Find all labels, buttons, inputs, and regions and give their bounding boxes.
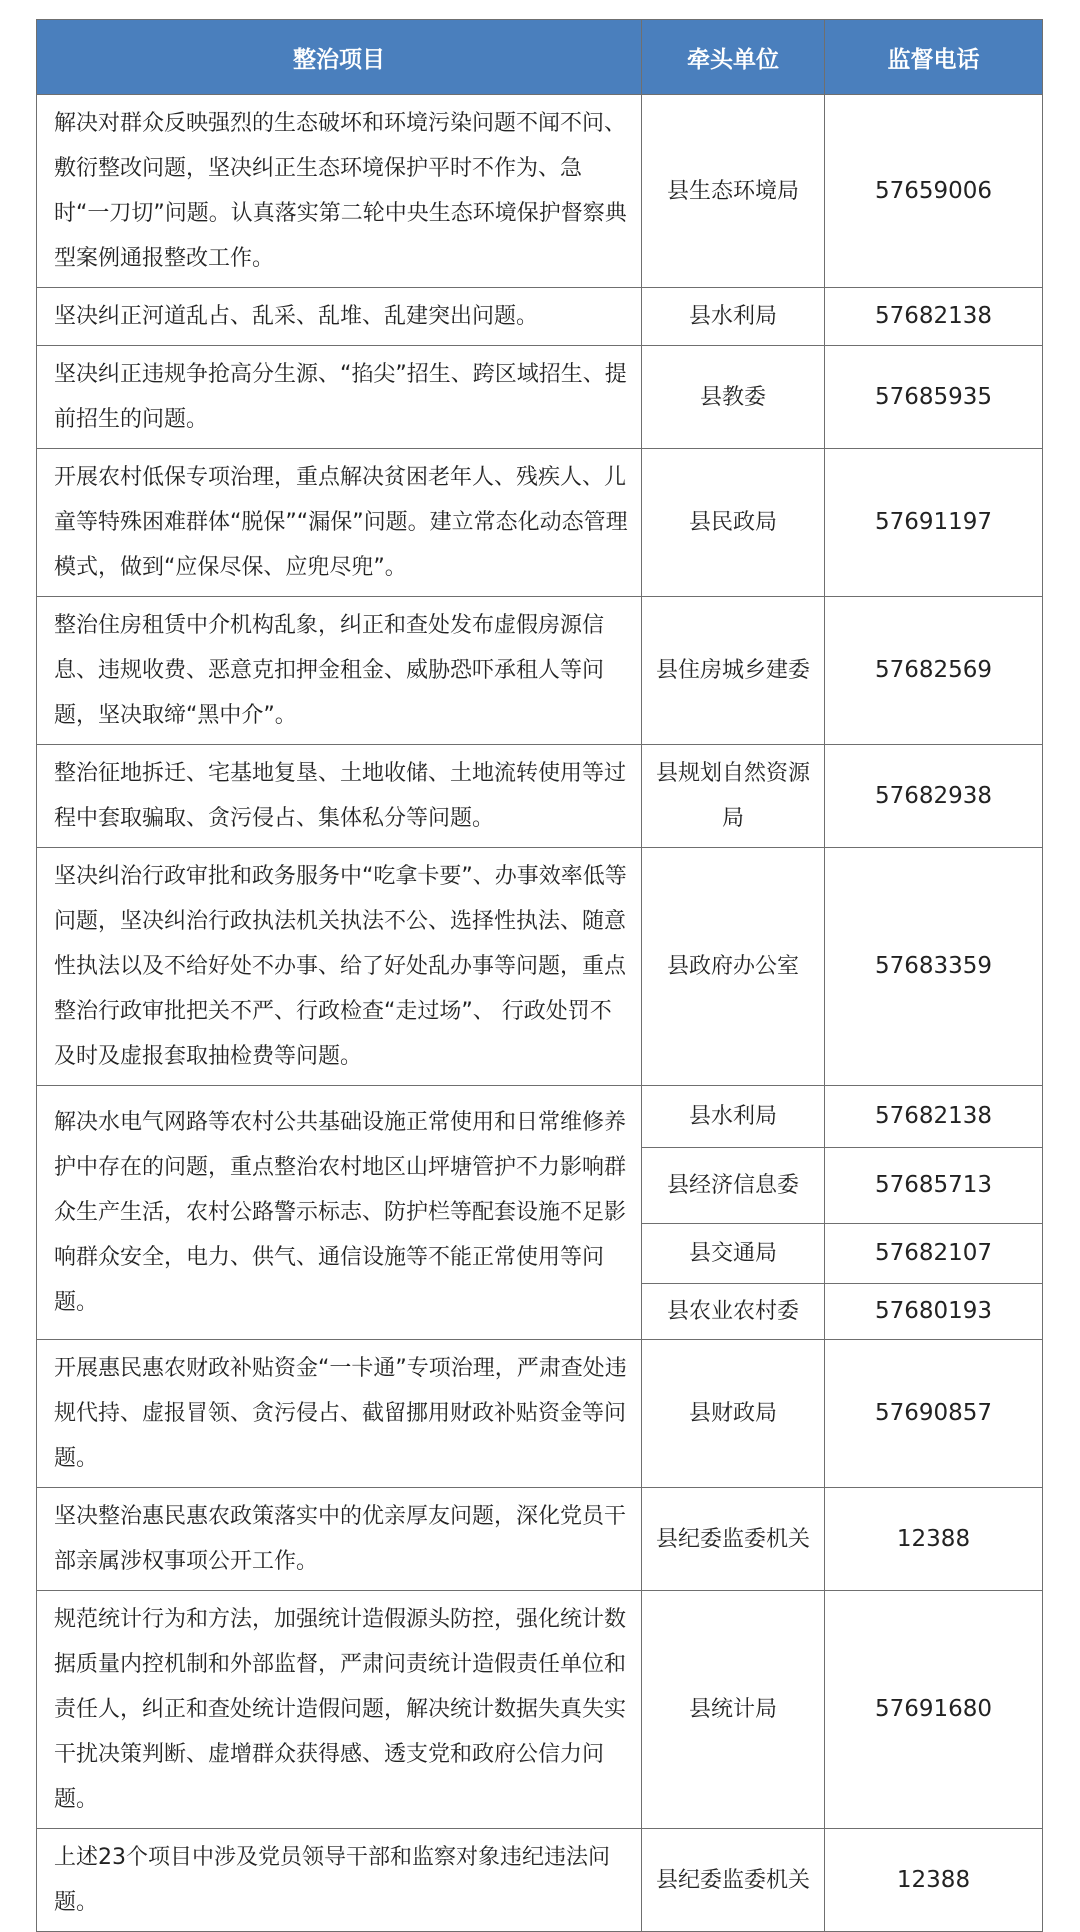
table-row (37, 95, 1043, 288)
item-cell: 解决水电气网路等农村公共基础设施正常使用和日常维修养护中存在的问题，重点整治农村地区山坪塘管护不力影响群众生产生活，农村公路警示标志、防护栏等配套设施不足影响群众安全，电力、供气、通信设施等不能正常使用等问题。 (37, 1086, 642, 1340)
phone-cell: 57682569 (825, 597, 1043, 745)
item-cell: 解决对群众反映强烈的生态破坏和环境污染问题不闻不问、敷衍整改问题，坚决纠正生态环境保护平时不作为、急时“一刀切”问题。认真落实第二轮中央生态环境保护督察典型案例通报整改工作。 (37, 95, 642, 288)
item-cell: 整治征地拆迁、宅基地复垦、土地收储、土地流转使用等过程中套取骗取、贪污侵占、集体私分等问题。 (37, 745, 642, 848)
item-cell: 坚决纠正河道乱占、乱采、乱堆、乱建突出问题。 (37, 288, 642, 346)
phone-cell: 57682107 (825, 1224, 1043, 1284)
unit-cell: 县纪委监委机关 (642, 1488, 825, 1591)
item-cell: 坚决纠正违规争抢高分生源、“掐尖”招生、跨区域招生、提前招生的问题。 (37, 346, 642, 449)
table-row (37, 1488, 1043, 1591)
header-phone: 监督电话 (825, 20, 1043, 95)
phone-cell: 12388 (825, 1829, 1043, 1932)
phone-cell: 57659006 (825, 95, 1043, 288)
phone-cell: 57690857 (825, 1340, 1043, 1488)
table-row (37, 288, 1043, 346)
item-cell: 开展农村低保专项治理，重点解决贫困老年人、残疾人、儿童等特殊困难群体“脱保”“漏保”问题。建立常态化动态管理模式，做到“应保尽保、应兜尽兜”。 (37, 449, 642, 597)
phone-cell: 12388 (825, 1488, 1043, 1591)
item-cell: 坚决纠治行政审批和政务服务中“吃拿卡要”、办事效率低等问题，坚决纠治行政执法机关执法不公、选择性执法、随意性执法以及不给好处不办事、给了好处乱办事等问题，重点整治行政审批把关不严、行政检查“走过场”、 行政处罚不及时及虚报套取抽检费等问题。 (37, 848, 642, 1086)
watermark (1020, 1861, 1074, 1873)
item-cell: 坚决整治惠民惠农政策落实中的优亲厚友问题，深化党员干部亲属涉权事项公开工作。 (37, 1488, 642, 1591)
table-row (37, 848, 1043, 1086)
item-cell: 规范统计行为和方法，加强统计造假源头防控，强化统计数据质量内控机制和外部监督，严肃问责统计造假责任单位和责任人，纠正和查处统计造假问题，解决统计数据失真失实干扰决策判断、虚增群众获得感、透支党和政府公信力问题。 (37, 1591, 642, 1829)
phone-cell: 57685935 (825, 346, 1043, 449)
unit-cell: 县农业农村委 (642, 1284, 825, 1340)
table-row (37, 1086, 1043, 1148)
table-row (37, 1829, 1043, 1932)
table-row (37, 449, 1043, 597)
item-cell: 开展惠民惠农财政补贴资金“一卡通”专项治理，严肃查处违规代持、虚报冒领、贪污侵占、截留挪用财政补贴资金等问题。 (37, 1340, 642, 1488)
phone-cell: 57685713 (825, 1148, 1043, 1224)
unit-cell: 县民政局 (642, 449, 825, 597)
item-cell: 整治住房租赁中介机构乱象，纠正和查处发布虚假房源信息、违规收费、恶意克扣押金租金、威胁恐吓承租人等问题，坚决取缔“黑中介”。 (37, 597, 642, 745)
unit-cell: 县规划自然资源局 (642, 745, 825, 848)
table-row (37, 745, 1043, 848)
table-row (37, 1591, 1043, 1829)
phone-cell: 57682138 (825, 288, 1043, 346)
unit-cell: 县水利局 (642, 1086, 825, 1148)
rectification-table-container (36, 19, 1042, 1932)
table-row (37, 1340, 1043, 1488)
unit-cell: 县统计局 (642, 1591, 825, 1829)
unit-cell: 县政府办公室 (642, 848, 825, 1086)
unit-cell: 县经济信息委 (642, 1148, 825, 1224)
item-cell: 上述23个项目中涉及党员领导干部和监察对象违纪违法问题。 (37, 1829, 642, 1932)
table-row (37, 346, 1043, 449)
unit-cell: 县住房城乡建委 (642, 597, 825, 745)
table-header-row (37, 20, 1043, 95)
phone-cell: 57680193 (825, 1284, 1043, 1340)
header-item: 整治项目 (37, 20, 642, 95)
phone-cell: 57691680 (825, 1591, 1043, 1829)
table-row (37, 597, 1043, 745)
unit-cell: 县生态环境局 (642, 95, 825, 288)
unit-cell: 县水利局 (642, 288, 825, 346)
unit-cell: 县交通局 (642, 1224, 825, 1284)
header-unit: 牵头单位 (642, 20, 825, 95)
phone-cell: 57682138 (825, 1086, 1043, 1148)
phone-cell: 57682938 (825, 745, 1043, 848)
rectification-table (36, 19, 1043, 1932)
phone-cell: 57683359 (825, 848, 1043, 1086)
unit-cell: 县财政局 (642, 1340, 825, 1488)
phone-cell: 57691197 (825, 449, 1043, 597)
unit-cell: 县纪委监委机关 (642, 1829, 825, 1932)
unit-cell: 县教委 (642, 346, 825, 449)
